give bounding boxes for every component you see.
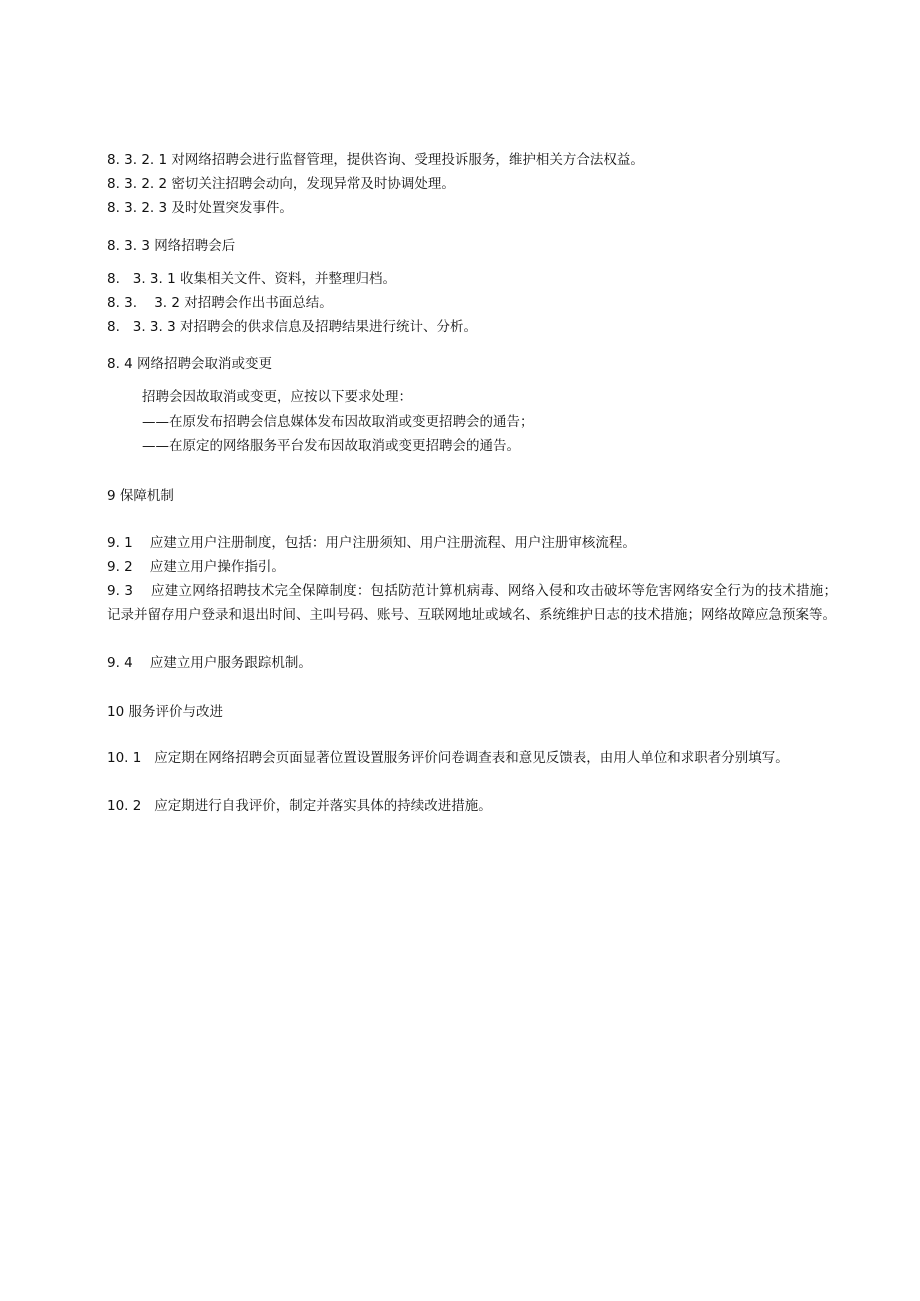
clause-8-3-3-3: 8. 3. 3. 3 对招聘会的供求信息及招聘结果进行统计、分析。 <box>107 319 477 335</box>
heading-9: 9 保障机制 <box>107 488 174 504</box>
heading-8-4: 8. 4 网络招聘会取消或变更 <box>107 356 273 372</box>
clause-8-3-2-2: 8. 3. 2. 2 密切关注招聘会动向，发现异常及时协调处理。 <box>107 176 455 192</box>
clause-9-4: 9. 4 应建立用户服务跟踪机制。 <box>107 655 312 671</box>
clause-9-1: 9. 1 应建立用户注册制度，包括：用户注册须知、用户注册流程、用户注册审核流程。 <box>107 535 636 551</box>
clause-8-3-3-1: 8. 3. 3. 1 收集相关文件、资料，并整理归档。 <box>107 271 396 287</box>
clause-8-3-2-3: 8. 3. 2. 3 及时处置突发事件。 <box>107 200 293 216</box>
clause-9-2: 9. 2 应建立用户操作指引。 <box>107 559 285 575</box>
heading-10: 10 服务评价与改进 <box>107 704 223 720</box>
clause-8-3-2-1: 8. 3. 2. 1 对网络招聘会进行监督管理，提供咨询、受理投诉服务，维护相关方合法权益。 <box>107 152 644 168</box>
clause-8-3-3-2: 8. 3. 3. 2 对招聘会作出书面总结。 <box>107 295 333 311</box>
cancel-change-intro: 招聘会因故取消或变更，应按以下要求处理： <box>142 389 412 405</box>
heading-8-3-3: 8. 3. 3 网络招聘会后 <box>107 238 236 254</box>
clause-10-1: 10. 1 应定期在网络招聘会页面显著位置设置服务评价问卷调查表和意见反馈表，由用人单位和求职者分别填写。 <box>107 750 789 766</box>
clause-10-2: 10. 2 应定期进行自我评价，制定并落实具体的持续改进措施。 <box>107 798 492 814</box>
cancel-change-item-2: ——在原定的网络服务平台发布因故取消或变更招聘会的通告。 <box>142 438 520 454</box>
clause-9-3: 9. 3 应建立网络招聘技术完全保障制度：包括防范计算机病毒、网络入侵和攻击破坏等危害网络安全行为的技术措施；记录并留存用户登录和退出时间、主叫号码、账号、互联网地址或域名、系统维护日志的技术措施；网络故障应急预案等。 <box>107 583 837 623</box>
cancel-change-item-1: ——在原发布招聘会信息媒体发布因故取消或变更招聘会的通告； <box>142 414 534 430</box>
